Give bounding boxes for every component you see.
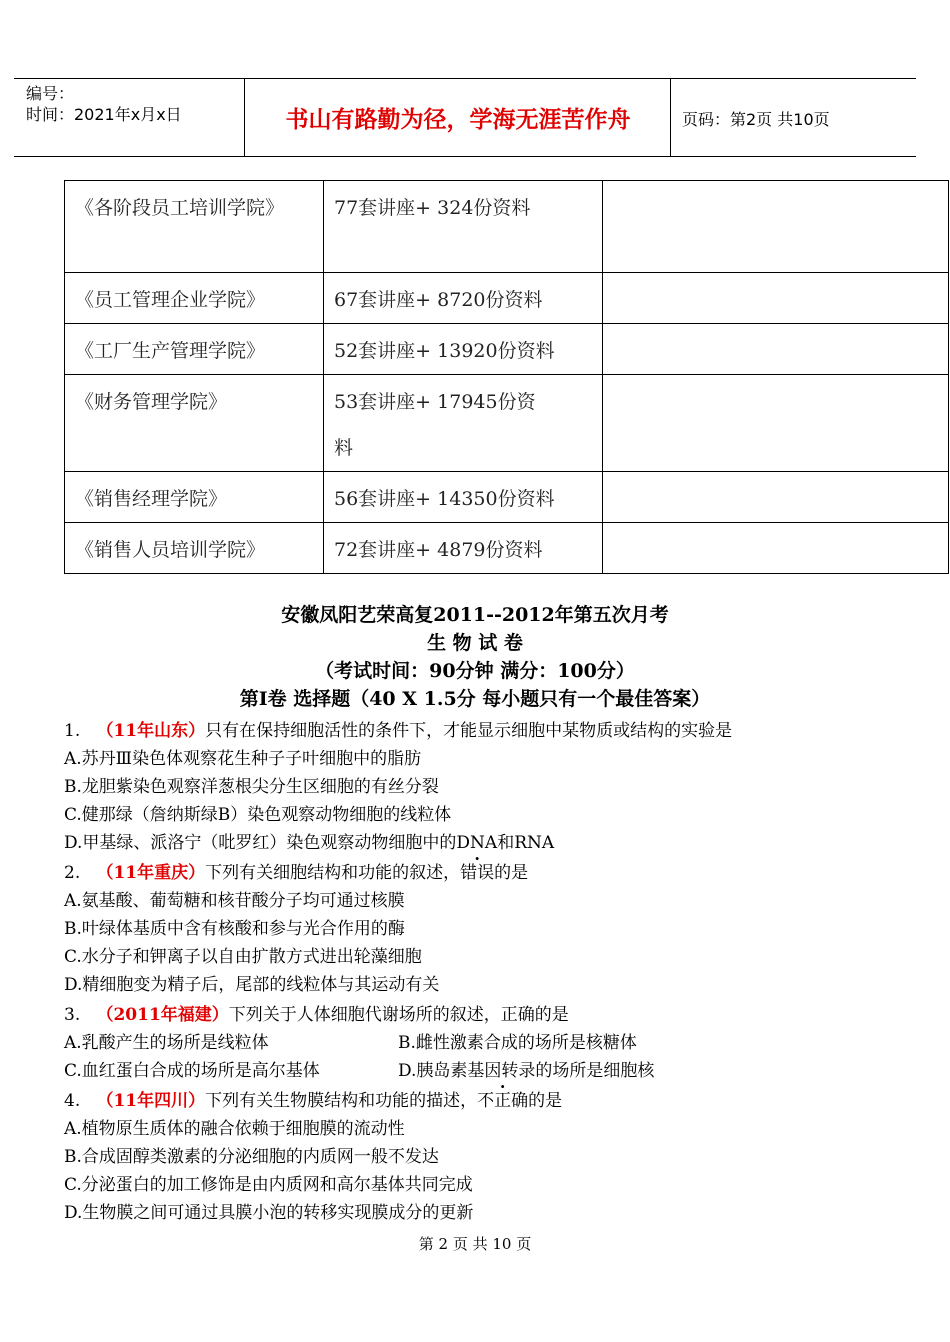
page-footer: 第 2 页 共 10 页	[418, 1235, 532, 1253]
table-row	[65, 472, 949, 523]
course-name: 《财务管理学院》	[65, 375, 324, 472]
question-text: 只有在保持细胞活性的条件下，才能显示细胞中某物质或结构的实验是	[205, 721, 733, 741]
emphasis-text: 不正确	[477, 1091, 529, 1111]
question-text: 下列关于人体细胞代谢场所的叙述，正确的是	[228, 1005, 569, 1025]
question-stem	[64, 1000, 569, 1025]
header-meta	[26, 83, 182, 125]
question-stem	[64, 716, 732, 741]
table-row	[65, 324, 949, 375]
header-motto: 书山有路勤为径，学海无涯苦作舟	[285, 107, 631, 133]
table-row	[65, 273, 949, 324]
option: D.甲基绿、派洛宁（吡罗红）染色观察动物细胞中的DNA和RNA	[64, 833, 555, 853]
header-number: 编号：	[26, 84, 75, 103]
exam-title: 安徽凤阳艺荣高复2011--2012年第五次月考	[281, 604, 669, 626]
page-header	[14, 78, 916, 157]
option: C.水分子和钾离子以自由扩散方式进出轮藻细胞	[64, 947, 422, 967]
course-amount: 77套讲座+ 324份资料	[324, 181, 603, 273]
option: D.精细胞变为精子后，尾部的线粒体与其运动有关	[64, 975, 440, 995]
course-table	[64, 180, 949, 574]
option: C.健那绿（詹纳斯绿B）染色观察动物细胞的线粒体	[64, 805, 452, 825]
table-row	[65, 181, 949, 273]
question-stem	[64, 1086, 562, 1111]
option-row	[64, 1056, 655, 1081]
course-extra	[603, 523, 949, 574]
question-number: 3.	[64, 1005, 81, 1025]
course-amount: 52套讲座+ 13920份资料	[324, 324, 603, 375]
question-stem	[64, 858, 528, 883]
emphasis-text: 错误	[460, 863, 495, 883]
course-amount: 56套讲座+ 14350份资料	[324, 472, 603, 523]
course-name: 《工厂生产管理学院》	[65, 324, 324, 375]
question-text-end: 的是	[494, 863, 529, 883]
option: B.叶绿体基质中含有核酸和参与光合作用的酶	[64, 919, 405, 939]
question-text-end: 的是	[528, 1091, 563, 1111]
question-text: 下列有关生物膜结构和功能的描述，	[205, 1091, 478, 1111]
course-name: 《各阶段员工培训学院》	[65, 181, 324, 273]
option-row	[64, 1028, 637, 1053]
option: D.胰岛素基因转录的场所是细胞核	[398, 1061, 655, 1081]
question-source-tag: （11年山东）	[96, 721, 206, 741]
option: C.分泌蛋白的加工修饰是由内质网和高尔基体共同完成	[64, 1175, 473, 1195]
question-text: 下列有关细胞结构和功能的叙述，	[205, 863, 461, 883]
question-source-tag: （11年重庆）	[96, 863, 206, 883]
table-row	[65, 523, 949, 574]
option: C.血红蛋白合成的场所是高尔基体	[64, 1061, 320, 1081]
question-source-tag: （11年四川）	[96, 1091, 206, 1111]
question-source-tag: （2011年福建）	[96, 1005, 229, 1025]
course-name: 《销售经理学院》	[65, 472, 324, 523]
course-extra	[603, 273, 949, 324]
question-number: 2.	[64, 863, 81, 883]
exam-subject: 生 物 试 卷	[427, 632, 523, 654]
option: A.植物原生质体的融合依赖于细胞膜的流动性	[64, 1119, 405, 1139]
course-extra	[603, 324, 949, 375]
header-time: 时间：2021年x月x日	[26, 105, 182, 124]
header-page-number: 页码：第2页 共10页	[682, 110, 830, 129]
header-divider	[244, 79, 245, 156]
course-extra	[603, 375, 949, 472]
option: D.生物膜之间可通过具膜小泡的转移实现膜成分的更新	[64, 1203, 474, 1223]
option: B.合成固醇类激素的分泌细胞的内质网一般不发达	[64, 1147, 439, 1167]
course-name: 《员工管理企业学院》	[65, 273, 324, 324]
course-amount: 67套讲座+ 8720份资料	[324, 273, 603, 324]
course-amount: 72套讲座+ 4879份资料	[324, 523, 603, 574]
option: A.氨基酸、葡萄糖和核苷酸分子均可通过核膜	[64, 891, 405, 911]
option: B.雌性激素合成的场所是核糖体	[398, 1033, 637, 1053]
question-number: 1.	[64, 721, 81, 741]
course-amount: 53套讲座+ 17945份资料	[324, 375, 603, 472]
exam-section-title: 第Ⅰ卷 选择题（40 X 1.5分 每小题只有一个最佳答案）	[239, 688, 711, 710]
table-row	[65, 375, 949, 472]
option: A.苏丹Ⅲ染色体观察花生种子子叶细胞中的脂肪	[64, 749, 422, 769]
course-name: 《销售人员培训学院》	[65, 523, 324, 574]
question-number: 4.	[64, 1091, 81, 1111]
option: B.龙胆紫染色观察洋葱根尖分生区细胞的有丝分裂	[64, 777, 439, 797]
header-divider	[670, 79, 671, 156]
option: A.乳酸产生的场所是线粒体	[64, 1033, 269, 1053]
exam-time-info: （考试时间：90分钟 满分：100分）	[315, 660, 635, 682]
course-extra	[603, 181, 949, 273]
course-extra	[603, 472, 949, 523]
